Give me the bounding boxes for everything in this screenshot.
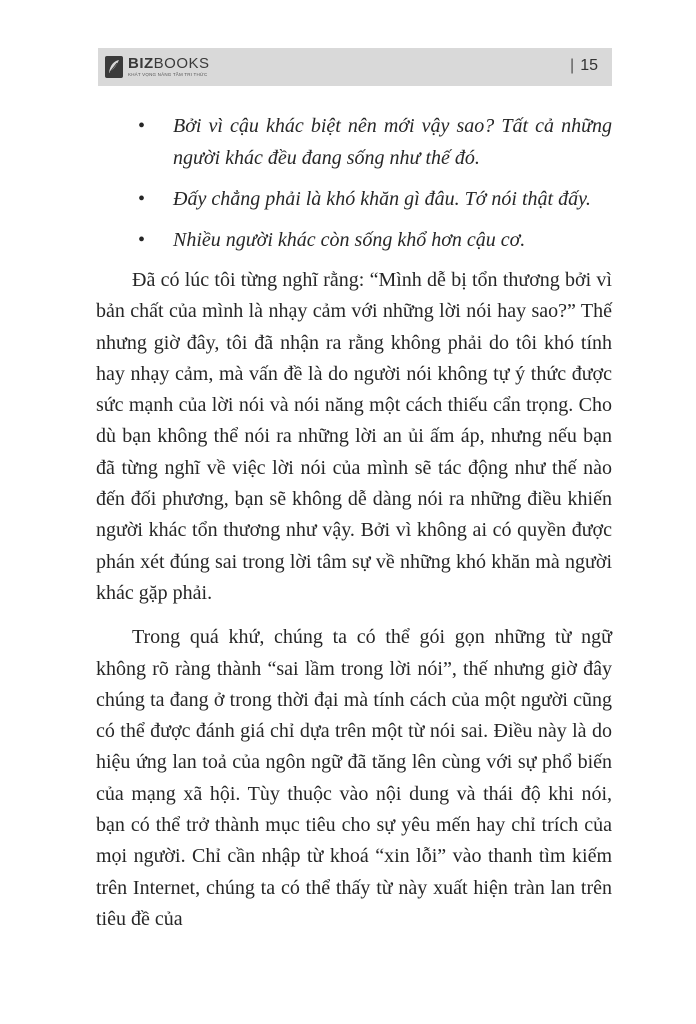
page-separator: | [570, 57, 575, 74]
bullet-symbol: • [138, 115, 146, 137]
bullet-symbol: • [138, 229, 146, 251]
running-header [98, 48, 612, 86]
list-item [96, 110, 612, 174]
list-item-text: Bởi vì cậu khác biệt nên mới vậy sao? Tất cả những người khác đều đang sống như thế đó. [173, 115, 612, 169]
page-body [96, 110, 612, 935]
page-number [570, 57, 598, 75]
list-item-text: Nhiều người khác còn sống khổ hơn cậu cơ. [173, 229, 526, 251]
list-item [96, 183, 612, 215]
body-paragraph: Đã có lúc tôi từng nghĩ rằng: “Mình dễ bị tổn thương bởi vì bản chất của mình là nhạy cảm với những lời nói hay sao?” Thế nhưng giờ đây, tôi đã nhận ra rằng không phải do tôi khó tính hay nhạy cảm, mà vấn đề là do người nói không tự ý thức được sức mạnh của lời nói và nói năng một cách thiếu cẩn trọng. Cho dù bạn không thể nói ra những lời an ủi ấm áp, nhưng nếu bạn đã từng nghĩ về việc lời nói của mình sẽ tác động như thế nào đến đối phương, bạn sẽ không dễ dàng nói ra những điều khiến người khác tổn thương như vậy. Bởi vì không ai có quyền được phán xét đúng sai trong lời tâm sự về những khó khăn mà người khác gặp phải. [96, 269, 612, 604]
body-paragraph: Trong quá khứ, chúng ta có thể gói gọn những từ ngữ không rõ ràng thành “sai lầm trong lời nói”, thế nhưng giờ đây chúng ta đang ở trong thời đại mà tính cách của một người cũng có thể được đánh giá chỉ dựa trên một từ nói sai. Điều này là do hiệu ứng lan toả của ngôn ngữ đã tăng lên cùng với sự phổ biến của mạng xã hội. Tùy thuộc vào nội dung và thái độ khi nói, bạn có thể trở thành mục tiêu cho sự yêu mến hay chỉ trích của mọi người. Chỉ cần nhập từ khoá “xin lỗi” vào thanh tìm kiếm trên Internet, chúng ta có thể thấy từ này xuất hiện tràn lan trên tiêu đề của [96, 626, 612, 930]
brand-suffix: BOOKS [153, 55, 210, 73]
bizbooks-logo [104, 52, 210, 82]
quote-list [96, 110, 612, 256]
brand-prefix: BIZ [128, 55, 154, 73]
list-item-text: Đấy chẳng phải là khó khăn gì đâu. Tớ nói thật đấy. [173, 188, 591, 210]
book-leaf-icon [104, 55, 124, 79]
brand-name [128, 56, 210, 71]
list-item [96, 224, 612, 256]
bullet-symbol: • [138, 188, 146, 210]
page-number-value: 15 [580, 57, 598, 74]
brand-tagline: KHÁT VỌNG NÂNG TẦM TRI THỨC [128, 72, 208, 78]
